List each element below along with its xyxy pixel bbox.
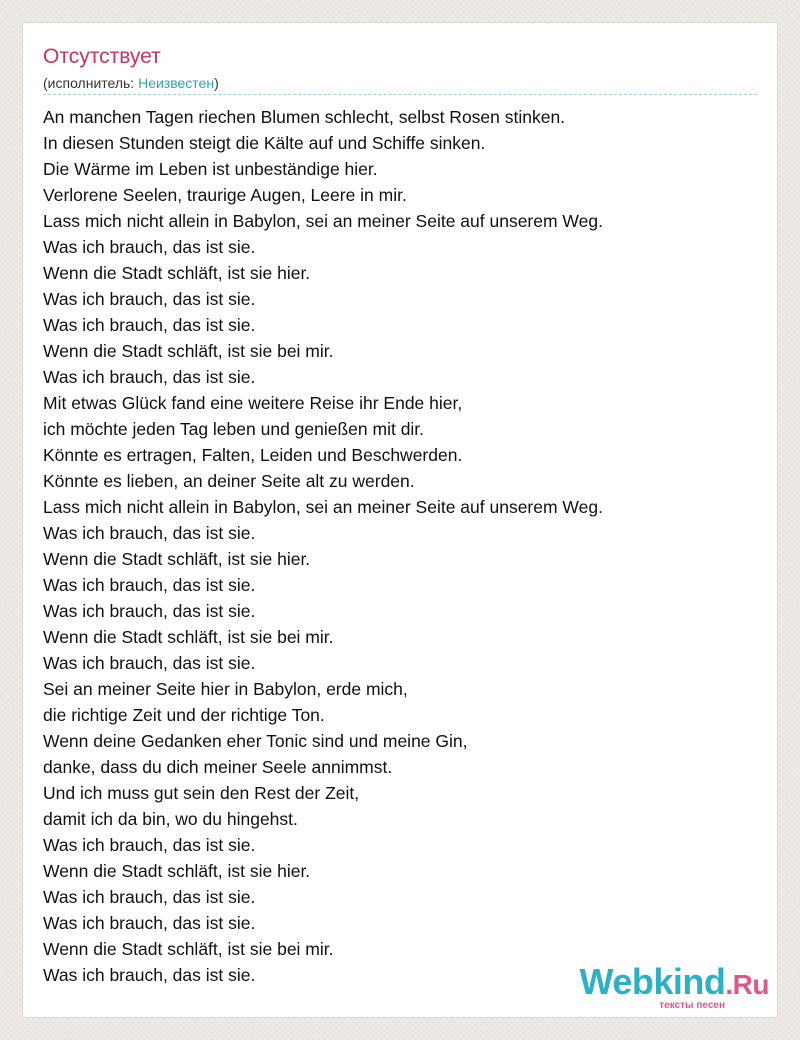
lyric-line: Könnte es ertragen, Falten, Leiden und Beschwerden. — [43, 445, 463, 465]
artist-link[interactable]: Неизвестен — [138, 75, 215, 91]
lyrics-text — [43, 104, 603, 988]
lyric-line: Wenn die Stadt schläft, ist sie bei mir. — [43, 341, 334, 361]
lyric-line: Wenn die Stadt schläft, ist sie bei mir. — [43, 627, 334, 647]
lyric-line: Mit etwas Glück fand eine weitere Reise ihr Ende hier, — [43, 393, 463, 413]
lyric-line: die richtige Zeit und der richtige Ton. — [43, 705, 325, 725]
lyric-line: Wenn die Stadt schläft, ist sie hier. — [43, 263, 311, 283]
lyric-line: Lass mich nicht allein in Babylon, sei an meiner Seite auf unserem Weg. — [43, 211, 603, 231]
lyric-line: Wenn die Stadt schläft, ist sie hier. — [43, 861, 311, 881]
lyric-line: Was ich brauch, das ist sie. — [43, 237, 256, 257]
lyric-line: Könnte es lieben, an deiner Seite alt zu werden. — [43, 471, 415, 491]
lyric-line: Und ich muss gut sein den Rest der Zeit, — [43, 783, 360, 803]
artist-suffix: ) — [214, 75, 219, 91]
lyric-line: damit ich da bin, wo du hingehst. — [43, 809, 298, 829]
lyrics-page — [22, 22, 778, 1018]
lyric-line: Sei an meiner Seite hier in Babylon, erde mich, — [43, 679, 408, 699]
artist-line — [43, 74, 219, 92]
dashed-divider — [43, 94, 757, 95]
lyric-line: Wenn deine Gedanken eher Tonic sind und meine Gin, — [43, 731, 468, 751]
lyric-line: Wenn die Stadt schläft, ist sie hier. — [43, 549, 311, 569]
lyric-line: Die Wärme im Leben ist unbeständige hier. — [43, 159, 378, 179]
lyric-line: Was ich brauch, das ist sie. — [43, 965, 256, 985]
lyric-line: danke, dass du dich meiner Seele annimmst. — [43, 757, 393, 777]
lyric-line: Was ich brauch, das ist sie. — [43, 653, 256, 673]
lyric-line: Was ich brauch, das ist sie. — [43, 315, 256, 335]
logo-tagline: тексты песен — [659, 1000, 725, 1011]
lyric-line: Was ich brauch, das ist sie. — [43, 523, 256, 543]
logo-wordmark — [580, 963, 769, 1004]
logo-tld: .Ru — [725, 969, 769, 1000]
lyric-line: Was ich brauch, das ist sie. — [43, 601, 256, 621]
artist-prefix: (исполнитель: — [43, 75, 139, 91]
lyric-line: ich möchte jeden Tag leben und genießen mit dir. — [43, 419, 425, 439]
lyric-line: Wenn die Stadt schläft, ist sie bei mir. — [43, 939, 334, 959]
lyric-line: Was ich brauch, das ist sie. — [43, 835, 256, 855]
lyric-line: Was ich brauch, das ist sie. — [43, 289, 256, 309]
lyric-line: Was ich brauch, das ist sie. — [43, 913, 256, 933]
site-logo[interactable] — [580, 963, 769, 1011]
lyric-line: In diesen Stunden steigt die Kälte auf und Schiffe sinken. — [43, 133, 486, 153]
song-title: Отсутствует — [43, 45, 161, 68]
lyric-line: Verlorene Seelen, traurige Augen, Leere in mir. — [43, 185, 407, 205]
lyric-line: Was ich brauch, das ist sie. — [43, 575, 256, 595]
lyric-line: Was ich brauch, das ist sie. — [43, 367, 256, 387]
lyric-line: Lass mich nicht allein in Babylon, sei an meiner Seite auf unserem Weg. — [43, 497, 603, 517]
lyric-line: An manchen Tagen riechen Blumen schlecht, selbst Rosen stinken. — [43, 107, 566, 127]
lyric-line: Was ich brauch, das ist sie. — [43, 887, 256, 907]
logo-main-text: Webkind — [579, 961, 726, 1002]
